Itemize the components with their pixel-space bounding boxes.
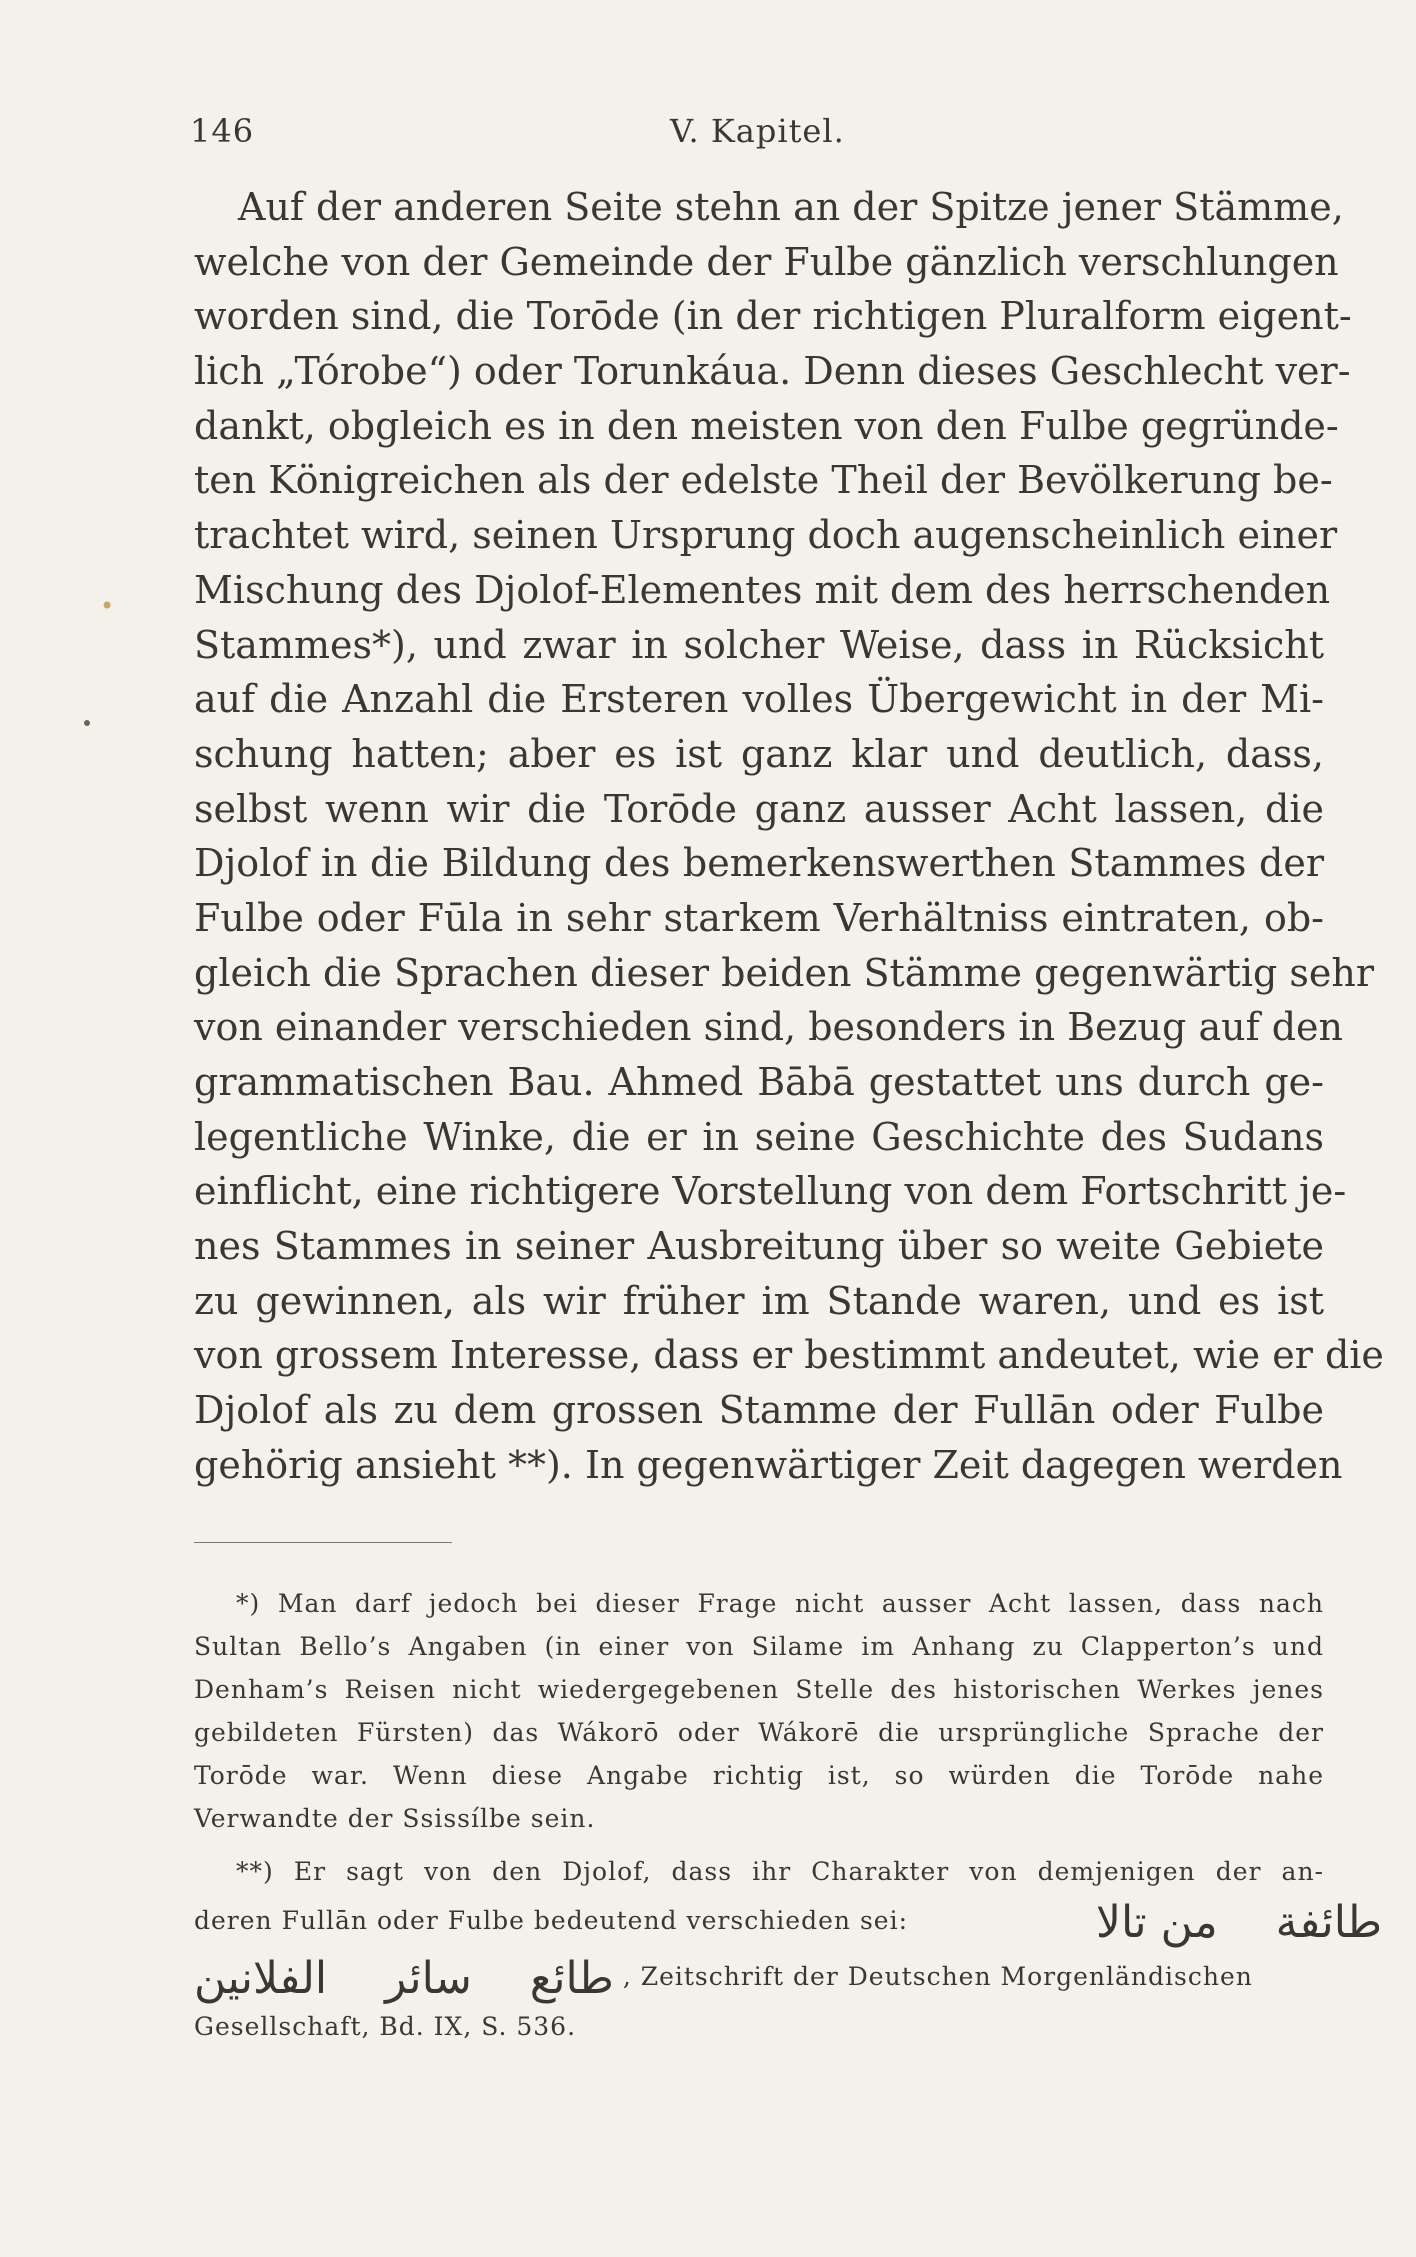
- text-line: nes Stammes in seiner Ausbreitung über so weite Gebiete: [194, 1224, 1324, 1269]
- chapter-title: V. Kapitel.: [670, 112, 845, 150]
- footnote-line: *) Man darf jedoch bei dieser Frage nicht ausser Acht lassen, dass nach: [236, 1589, 1324, 1618]
- text-line: von einander verschieden sind, besonders in Bezug auf den: [194, 1005, 1343, 1050]
- text-line: zu gewinnen, als wir früher im Stande waren, und es ist: [194, 1278, 1324, 1323]
- text-line: Djolof in die Bildung des bemerkenswerthen Stammes der: [194, 841, 1324, 886]
- text-line: Fulbe oder Fūla in sehr starkem Verhältniss eintraten, ob-: [194, 895, 1324, 940]
- text-line: worden sind, die Torōde (in der richtigen Pluralform eigent-: [194, 294, 1352, 339]
- footnotes: [194, 1582, 1383, 2048]
- text-line: lich „Tórobe“) oder Torunkáua. Denn dieses Geschlecht ver-: [194, 349, 1351, 394]
- text-line: Mischung des Djolof-Elementes mit dem des herrschenden: [194, 567, 1331, 612]
- footnote-line: Torōde war. Wenn diese Angabe richtig ist, so würden die Torōde nahe: [194, 1761, 1324, 1790]
- text-line: Auf der anderen Seite stehn an der Spitze jener Stämme,: [238, 185, 1344, 229]
- text-line: gehörig ansieht **). In gegenwärtiger Zeit dagegen werden: [194, 1442, 1343, 1487]
- arabic-phrase: ﻃﺎﺋﻔﺔ: [1275, 1896, 1383, 1948]
- text-line: von grossem Interesse, dass er bestimmt andeutet, wie er die: [194, 1333, 1384, 1378]
- footnote-text: deren Fullān oder Fulbe bedeutend verschieden sei:: [194, 1906, 908, 1935]
- text-line: selbst wenn wir die Torōde ganz ausser Acht lassen, die: [194, 786, 1324, 831]
- page-number: 146: [190, 112, 255, 150]
- arabic-phrase: ﺳﺎﺋﺮ: [385, 1952, 472, 2004]
- footnote-line: Sultan Bello’s Angaben (in einer von Silame im Anhang zu Clapperton’s und: [194, 1632, 1324, 1661]
- margin-dot: [84, 720, 90, 726]
- footnote-line: **) Er sagt von den Djolof, dass ihr Charakter von demjenigen der an-: [236, 1857, 1324, 1886]
- text-line: trachtet wird, seinen Ursprung doch augenscheinlich einer: [194, 513, 1338, 558]
- footnote-line: gebildeten Fürsten) das Wákorō oder Wákorē die ursprüngliche Sprache der: [194, 1718, 1324, 1747]
- footnote-line-arabic: [194, 1893, 1383, 1949]
- text-line: auf die Anzahl die Ersteren volles Übergewicht in der Mi-: [194, 677, 1324, 722]
- arabic-phrase: ﻃﺎﺋﻊ: [529, 1952, 614, 2004]
- arabic-phrase: ﺍﻟﻔﻼﻧﻴﻦ: [194, 1952, 328, 2004]
- footnote-text: , Zeitschrift der Deutschen Morgenländischen: [622, 1962, 1253, 1991]
- main-text: [194, 180, 1384, 1493]
- text-line: dankt, obgleich es in den meisten von den Fulbe gegründe-: [194, 403, 1339, 448]
- text-line: schung hatten; aber es ist ganz klar und deutlich, dass,: [194, 731, 1324, 776]
- text-line: grammatischen Bau. Ahmed Bābā gestattet uns durch ge-: [194, 1060, 1324, 1104]
- text-line: Djolof als zu dem grossen Stamme der Fullān oder Fulbe: [194, 1388, 1324, 1433]
- footnote-rule: [194, 1542, 452, 1543]
- text-line: Stammes*), und zwar in solcher Weise, dass in Rücksicht: [194, 622, 1324, 667]
- running-header: [190, 112, 1320, 160]
- footnote-line: Gesellschaft, Bd. IX, S. 536.: [194, 2012, 577, 2041]
- text-line: ten Königreichen als der edelste Theil der Bevölkerung be-: [194, 458, 1333, 503]
- footnote-line: Verwandte der Ssissílbe sein.: [194, 1804, 596, 1833]
- footnote-line: Denham’s Reisen nicht wiedergegebenen Stelle des historischen Werkes jenes: [194, 1675, 1324, 1704]
- text-line: gleich die Sprachen dieser beiden Stämme gegenwärtig sehr: [194, 950, 1375, 995]
- arabic-phrase: ﻣﻦ ﺗﺎﻻ: [1095, 1896, 1218, 1948]
- margin-mark: •: [100, 592, 115, 620]
- footnote-line-arabic: [194, 1949, 1324, 2005]
- text-line: einflicht, eine richtigere Vorstellung von dem Fortschritt je-: [194, 1169, 1347, 1214]
- text-line: welche von der Gemeinde der Fulbe gänzlich verschlungen: [194, 239, 1339, 284]
- text-line: legentliche Winke, die er in seine Geschichte des Sudans: [194, 1114, 1324, 1159]
